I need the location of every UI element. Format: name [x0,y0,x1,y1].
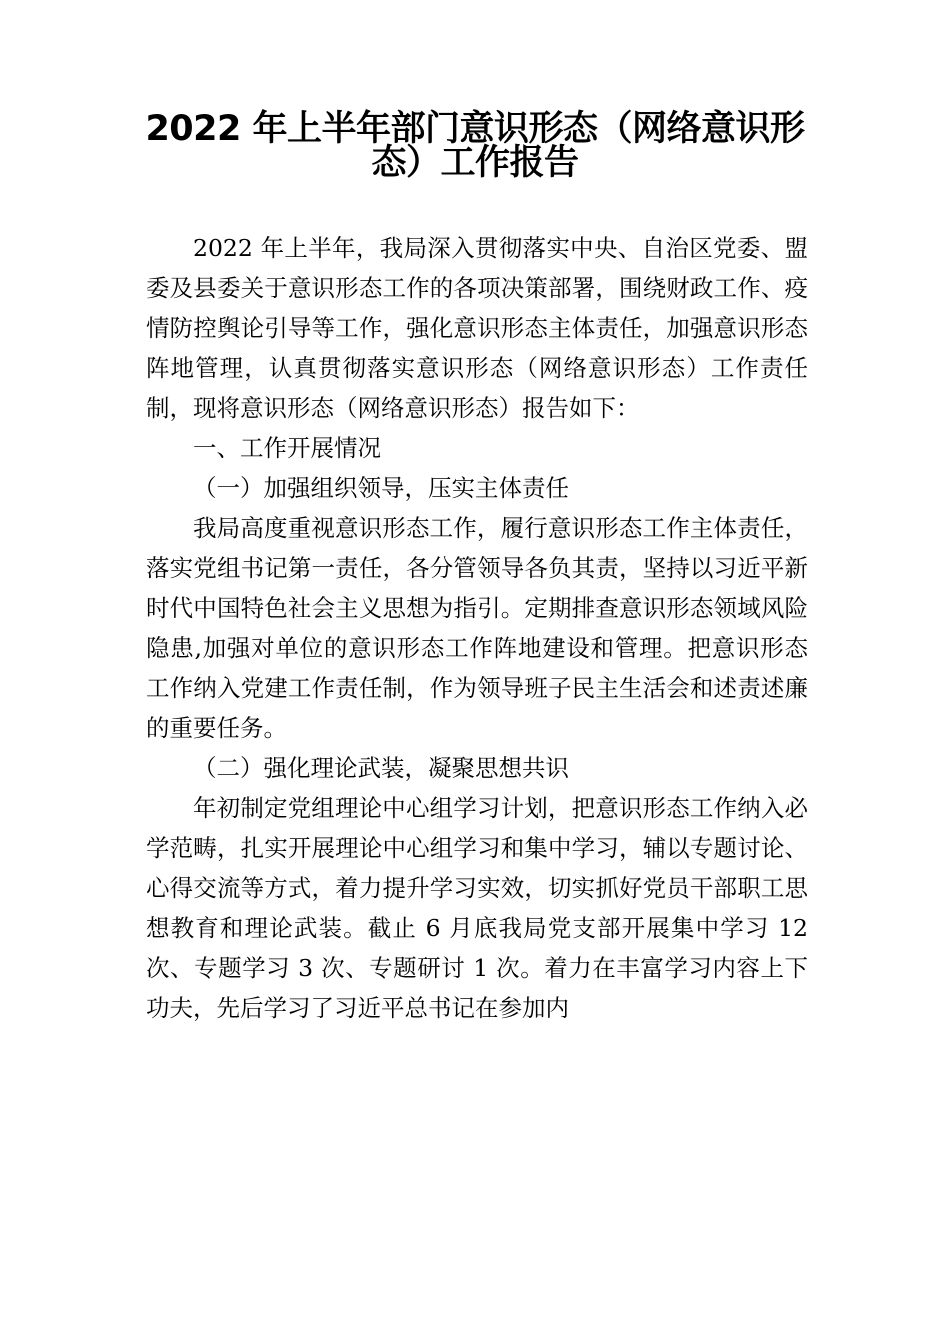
document-body [146,228,808,1028]
body-paragraph: 年初制定党组理论中心组学习计划，把意识形态工作纳入必学范畴，扎实开展理论中心组学习和集中学习，辅以专题讨论、心得交流等方式，着力提升学习实效，切实抓好党员干部职工思想教育和理论武装。截止 6 月底我局党支部开展集中学习 12 次、专题学习 3 次、专题研讨 1 次。着力在丰富学习内容上下功夫，先后学习了习近平总书记在参加内 [146,794,808,1022]
intro-paragraph: 2022 年上半年，我局深入贯彻落实中央、自治区党委、盟委及县委关于意识形态工作的各项决策部署，围绕财政工作、疫情防控舆论引导等工作，强化意识形态主体责任，加强意识形态阵地管理，认真贯彻落实意识形态（网络意识形态）工作责任制，现将意识形态（网络意识形态）报告如下： [146,234,808,422]
section-heading: 一、工作开展情况 [193,434,381,462]
subsection-heading: （二）强化理论武装，凝聚思想共识 [193,754,569,782]
body-paragraph: 我局高度重视意识形态工作，履行意识形态工作主体责任，落实党组书记第一责任，各分管领导各负其责，坚持以习近平新时代中国特色社会主义思想为指引。定期排查意识形态领域风险隐患,加强对单位的意识形态工作阵地建设和管理。把意识形态工作纳入党建工作责任制，作为领导班子民主生活会和述责述廉的重要任务。 [146,514,808,742]
document-title: 2022 年上半年部门意识形态（网络意识形态）工作报告 [145,109,805,183]
subsection-heading: （一）加强组织领导，压实主体责任 [193,474,569,502]
